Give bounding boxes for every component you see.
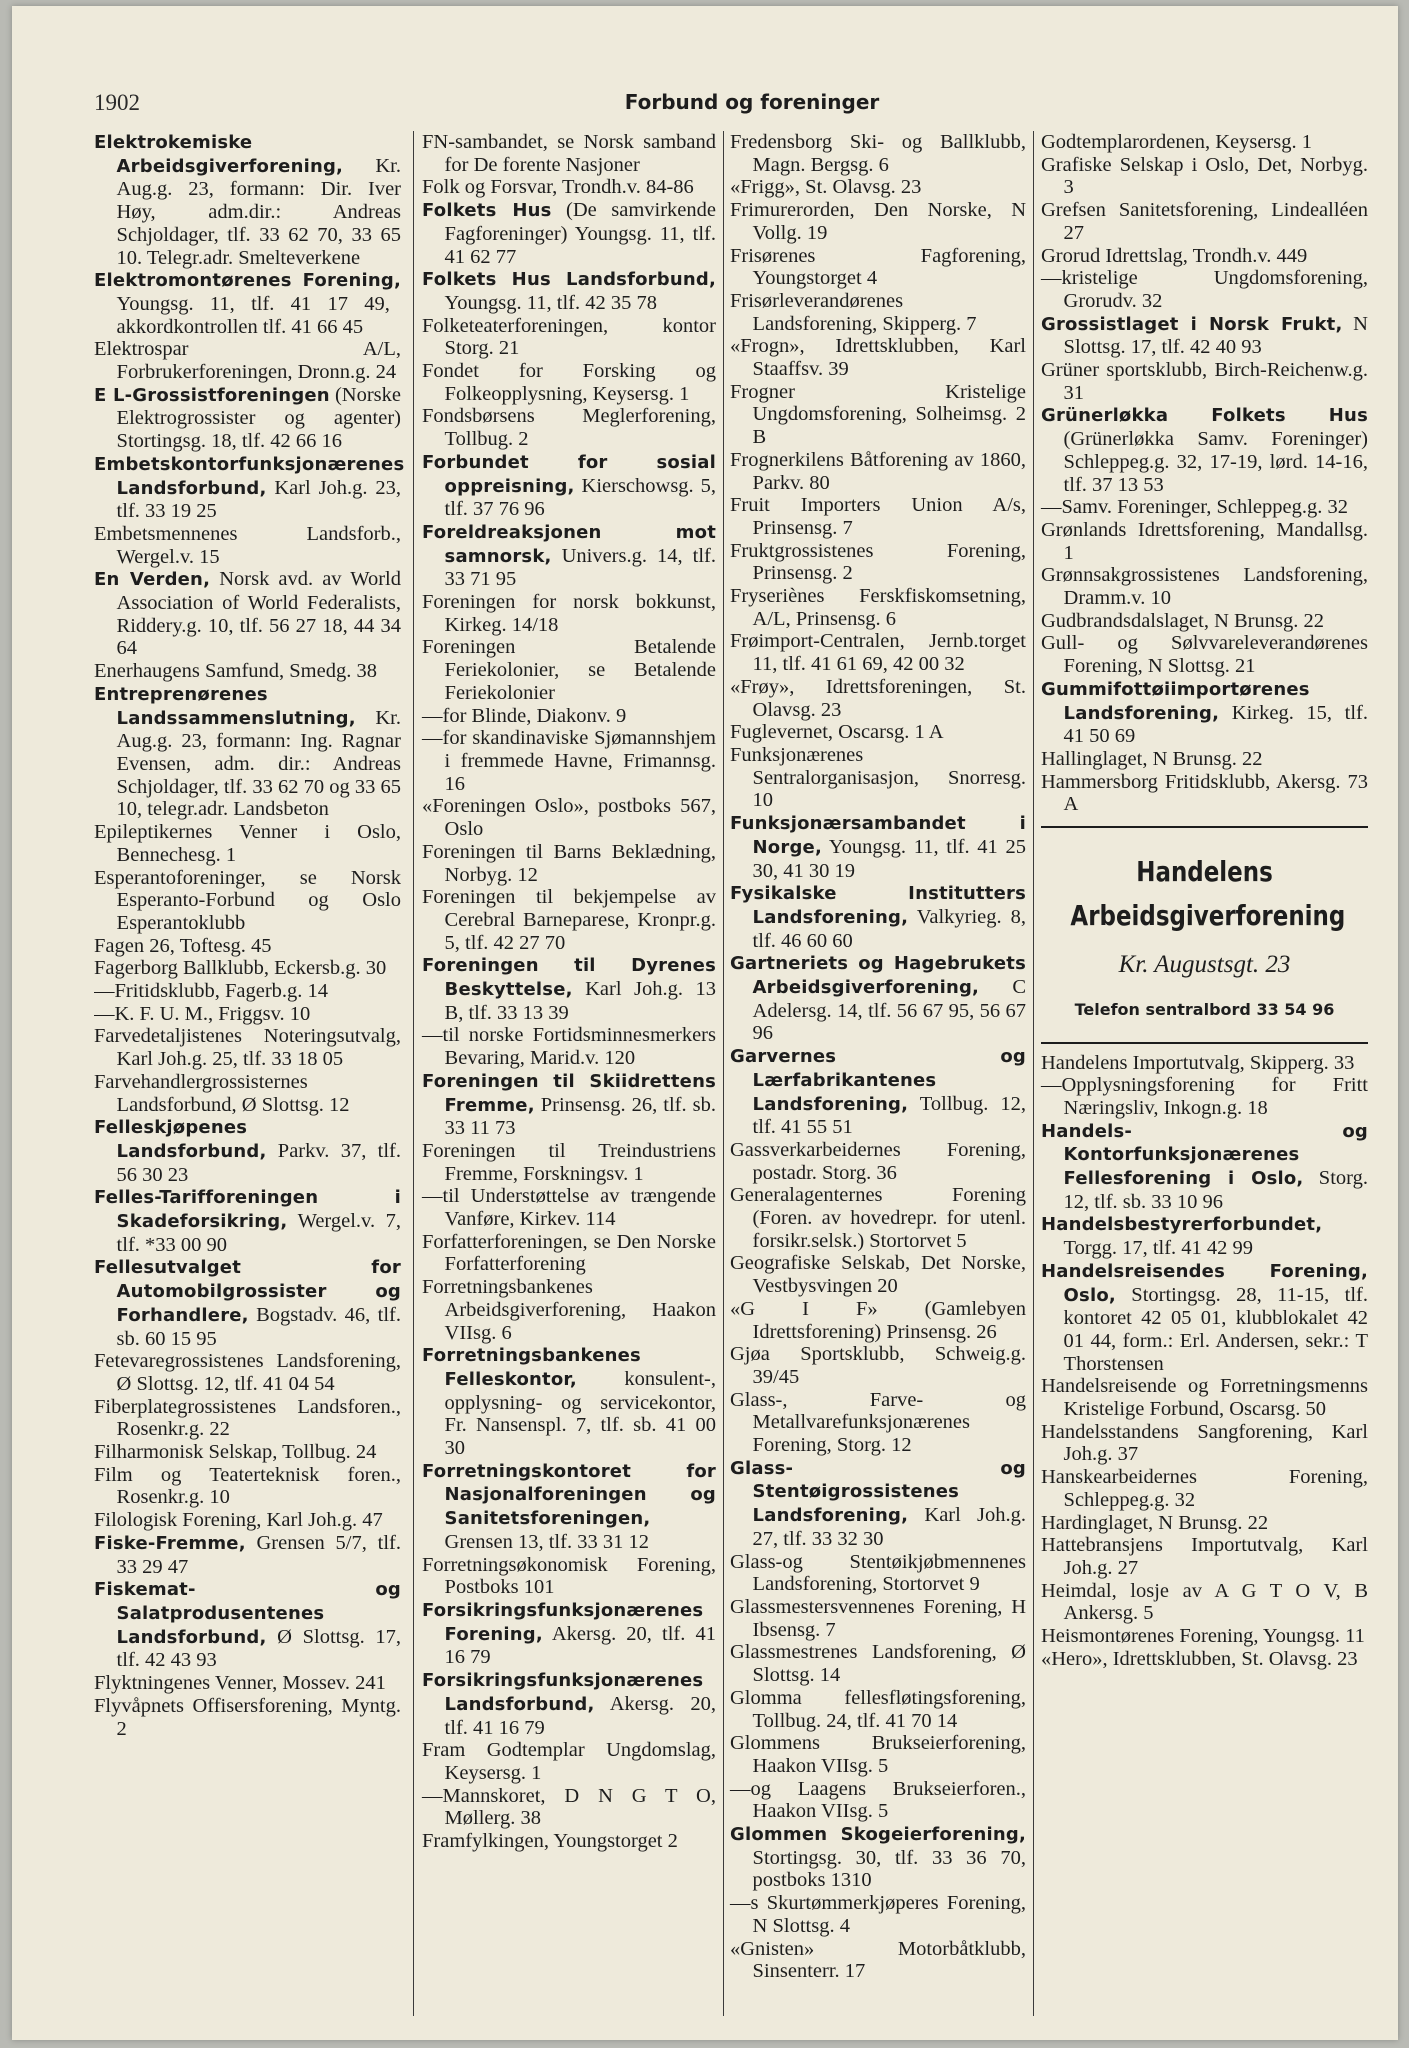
entry-text: Fredensborg Ski- og Ballklubb, Magn. Bergsg. 6	[730, 131, 1026, 176]
directory-entry	[730, 1596, 1026, 1641]
entry-text: Folketeaterforeningen, kontor Storg. 21	[422, 314, 716, 360]
advertisement-address: Kr. Augustsgt. 23	[1118, 951, 1291, 979]
entry-text: Fetevaregrossistenes Landsforening, Ø Slottsg. 12, tlf. 41 04 54	[94, 1350, 401, 1395]
page-title: Forbund og foreninger	[624, 90, 880, 114]
entry-text: —Samv. Foreninger, Schleppeg.g. 32	[1041, 496, 1349, 519]
entry-text: Hanskearbeidernes Forening, Schleppeg.g. 32	[1041, 1466, 1368, 1511]
entry-text: Kr. Aug.g. 23, formann: Ing. Ragnar Evensen, adm. dir.: Andreas Schjoldager, tlf. 33 62 70 og 33 65 10, telegr.adr. Landsbeton	[116, 706, 401, 821]
directory-entry	[94, 1350, 401, 1395]
entry-text: «Frigg», St. Olavsg. 23	[730, 176, 922, 199]
entry-text: —til norske Fortidsminnesmerkers Bevaring, Marid.v. 120	[422, 1024, 716, 1070]
directory-entry	[1041, 1052, 1368, 1075]
directory-entry	[1041, 267, 1368, 312]
entry-text: Embetsmennenes Landsforb., Wergel.v. 15	[94, 522, 401, 568]
entry-bold-name: Folkets Hus Landsforbund,	[422, 269, 716, 291]
entry-bold-name: Glommen Skogeierforening,	[730, 1824, 1026, 1846]
entry-text: Fagen 26, Toftesg. 45	[94, 934, 272, 957]
entry-text: Torgg. 17, tlf. 41 42 99	[1063, 1237, 1254, 1260]
directory-entry	[730, 1687, 1026, 1732]
entry-text: Stortingsg. 30, tlf. 33 36 70, postboks 1310	[752, 1846, 1026, 1892]
directory-entry	[1041, 678, 1368, 748]
entry-bold-name: Glass- og Stentøigrossistenes Landsforening,	[730, 1457, 1026, 1527]
directory-entry	[94, 269, 401, 338]
entry-text: Frogner Kristelige Ungdomsforening, Solheimsg. 2 B	[730, 380, 1026, 449]
directory-entry	[730, 676, 1026, 721]
directory-entry	[94, 131, 401, 269]
directory-entry	[1041, 404, 1368, 496]
directory-entry	[730, 494, 1026, 539]
directory-entry	[1041, 496, 1368, 519]
entry-text: Youngsg. 11, tlf. 42 35 78	[444, 291, 657, 314]
directory-entry	[1041, 1074, 1368, 1119]
directory-entry	[422, 1460, 716, 1554]
entry-text: Enerhaugens Samfund, Smedg. 38	[94, 660, 377, 683]
directory-entry	[94, 384, 401, 453]
directory-entry	[94, 568, 401, 660]
entry-text: Flyvåpnets Offisersforening, Myntg. 2	[94, 1694, 401, 1740]
directory-entry	[730, 199, 1026, 244]
entry-bold-name: Handelsreisendes Forening, Oslo,	[1041, 1260, 1368, 1306]
directory-entry	[730, 1298, 1026, 1343]
entry-bold-name: Entreprenørenes Landssammenslutning,	[94, 683, 356, 729]
entry-text: Kierschowsg. 5, tlf. 37 76 96	[444, 474, 716, 521]
directory-entry	[94, 935, 401, 958]
directory-entry	[1041, 519, 1368, 564]
directory-entry	[94, 683, 401, 821]
entry-text: Gjøa Sportsklubb, Schweig.g. 39/45	[730, 1343, 1026, 1388]
directory-entry	[730, 1892, 1026, 1937]
entry-text: Grüner sportsklubb, Birch-Reichenw.g. 31	[1041, 359, 1368, 404]
entry-text: Univers.g. 14, tlf. 33 71 95	[444, 544, 716, 591]
entry-text: «Frogn», Idrettsklubben, Karl Staaffsv. 39	[730, 335, 1026, 381]
entry-bold-name: Grünerløkka Folkets Hus	[1041, 405, 1368, 427]
entry-bold-name: Funksjonærsambandet i Norge,	[730, 813, 1026, 858]
directory-entry	[94, 1464, 401, 1509]
directory-entry	[730, 1457, 1026, 1551]
directory-entry	[94, 523, 401, 568]
directory-entry	[1041, 1466, 1368, 1511]
entry-text: Youngsg. 11, tlf. 41 25 30, 41 30 19	[752, 835, 1026, 882]
entry-text: Valkyrieg. 8, tlf. 46 60 60	[752, 905, 1026, 952]
directory-entry	[1041, 1648, 1368, 1671]
directory-entry	[1041, 1213, 1368, 1259]
directory-entry	[1041, 1625, 1368, 1648]
directory-entry	[422, 131, 716, 176]
directory-entry	[1041, 1421, 1368, 1466]
entry-bold-name: Forsikringsfunksjonærenes Forening,	[422, 1600, 704, 1645]
entry-text: Hardinglaget, N Brunsg. 22	[1041, 1511, 1269, 1534]
directory-entry	[1041, 1260, 1368, 1376]
entry-bold-name: En Verden,	[94, 569, 211, 591]
directory-entry	[94, 338, 401, 383]
directory-entry	[1041, 1375, 1368, 1420]
entry-text: —Fritidsklubb, Fagerb.g. 14	[94, 980, 329, 1003]
column-divider	[1033, 131, 1034, 2016]
directory-column-3	[726, 131, 1030, 2016]
entry-bold-name: Foreningen til Skiidrettens Fremme,	[422, 1070, 716, 1116]
entry-text: —Mannskoret, D N G T O, Møllerg. 38	[422, 1784, 716, 1830]
directory-entry	[730, 1252, 1026, 1297]
entry-text: Farvehandlergrossisternes Landsforbund, Ø Slottsg. 12	[94, 1070, 350, 1116]
entry-text: Norsk avd. av World Association of World Federalists, Riddery.g. 10, tlf. 56 27 18, 44 34 64	[116, 568, 402, 660]
directory-entry	[730, 1823, 1026, 1892]
entry-bold-name: Forsikringsfunksjonærenes Landsforbund,	[422, 1670, 704, 1715]
directory-entry	[730, 290, 1026, 335]
entry-text: —K. F. U. M., Friggsv. 10	[94, 1002, 311, 1025]
directory-entry	[730, 1551, 1026, 1596]
directory-entry	[730, 812, 1026, 882]
entry-bold-name: Gartneriets og Hagebrukets Arbeidsgiverforening,	[730, 953, 1026, 999]
entry-text: Grensen 5/7, tlf. 33 29 47	[116, 1531, 401, 1578]
advertisement-phone: Telefon sentralbord 33 54 96	[1074, 999, 1335, 1019]
entry-text: Gull- og Sølvvareleverandørenes Forening, N Slottsg. 21	[1041, 632, 1368, 678]
directory-entry	[422, 1231, 716, 1276]
directory-entry	[1041, 154, 1368, 199]
entry-text: «Hero», Idrettsklubben, St. Olavsg. 23	[1041, 1647, 1358, 1670]
directory-entry	[422, 591, 716, 636]
directory-entry	[94, 1071, 401, 1116]
directory-entry	[1041, 748, 1368, 771]
entry-text: Elektrospar A/L, Forbrukerforeningen, Dronn.g. 24	[94, 338, 401, 384]
directory-entry	[422, 954, 716, 1024]
entry-text: N Slottsg. 17, tlf. 42 40 93	[1063, 312, 1368, 359]
entry-text: Akersg. 20, tlf. 41 16 79	[444, 1692, 716, 1739]
directory-entry	[422, 795, 716, 840]
directory-entry	[94, 660, 401, 683]
directory-entry	[730, 449, 1026, 494]
entry-bold-name: Felles-Tarifforeningen i Skadeforsikring,	[94, 1187, 401, 1233]
entry-text: Frøimport-Centralen, Jernb.torget 11, tlf. 41 61 69, 42 00 32	[730, 630, 1026, 676]
entry-bold-name: Fellesutvalget for Automobilgrossister og Forhandlere,	[94, 1257, 401, 1326]
advertisement-name-line: Handelens	[1136, 855, 1273, 889]
entry-text: —kristelige Ungdomsforening, Grorudv. 32	[1041, 267, 1368, 312]
entry-text: Farvedetaljistenes Noteringsutvalg, Karl Joh.g. 25, tlf. 33 18 05	[94, 1025, 401, 1071]
entry-text: Heimdal, losje av A G T O V, B Ankersg. 5	[1041, 1579, 1368, 1625]
directory-entry	[730, 1343, 1026, 1388]
entry-bold-name: Forretningsbankenes Felleskontor,	[422, 1345, 641, 1390]
entry-bold-name: Grossistlaget i Norsk Frukt,	[1041, 313, 1343, 335]
directory-entry	[422, 405, 716, 450]
entry-text: Fondet for Forsking og Folkeopplysning, Keysersg. 1	[422, 360, 716, 405]
directory-entry	[1041, 1120, 1368, 1214]
entry-text: Foreningen til bekjempelse av Cerebral Barneparese, Kronpr.g. 5, tlf. 42 27 70	[422, 886, 716, 954]
entry-text: Hammersborg Fritidsklubb, Akersg. 73 A	[1041, 770, 1368, 816]
directory-entry	[730, 1389, 1026, 1457]
entry-text: Karl Joh.g. 13 B, tlf. 33 13 39	[444, 978, 716, 1024]
entry-text: FN-sambandet, se Norsk samband for De forente Nasjoner	[422, 131, 716, 176]
directory-entry	[730, 882, 1026, 952]
entry-text: Storg. 12, tlf. sb. 33 10 96	[1063, 1167, 1368, 1213]
directory-entry	[422, 1140, 716, 1185]
directory-entry	[422, 841, 716, 886]
directory-entry	[94, 1003, 401, 1026]
entry-text: Grafiske Selskap i Oslo, Det, Norbyg. 3	[1041, 153, 1368, 199]
directory-column-1	[94, 131, 409, 2016]
entry-bold-name: Foreningen til Dyrenes Beskyttelse,	[422, 955, 716, 1001]
directory-entry	[1041, 359, 1368, 404]
entry-text: Glass-og Stentøikjøbmennenes Landsforening, Stortorvet 9	[730, 1550, 1026, 1596]
entry-text: Fruktgrossistenes Forening, Prinsensg. 2	[730, 539, 1026, 585]
directory-entry	[422, 1739, 716, 1784]
directory-entry	[730, 1641, 1026, 1686]
entry-text: C Adelersg. 14, tlf. 56 67 95, 56 67 96	[752, 976, 1026, 1045]
entry-text: (Grünerløkka Samv. Foreninger) Schleppeg.g. 32, 17-19, lørd. 14-16, tlf. 37 13 53	[1063, 428, 1368, 496]
entry-text: Grønnsakgrossistenes Landsforening, Dramm.v. 10	[1041, 564, 1368, 610]
directory-entry	[94, 1441, 401, 1464]
entry-bold-name: Embetskontorfunksjonærenes Landsforbund,	[94, 453, 405, 499]
entry-text: Fram Godtemplar Ungdomslag, Keysersg. 1	[422, 1739, 716, 1784]
entry-text: Frimurerorden, Den Norske, N Vollg. 19	[730, 199, 1026, 244]
directory-entry	[422, 521, 716, 591]
directory-entry	[730, 744, 1026, 812]
entry-text: Epileptikernes Venner i Oslo, Bennechesg. 1	[94, 821, 401, 866]
entry-text: Handelsreisende og Forretningsmenns Kristelige Forbund, Oscarsg. 50	[1041, 1375, 1368, 1421]
entry-bold-name: Foreldreaksjonen mot samnorsk,	[422, 521, 716, 567]
entry-text: Stortingsg. 28, 11-15, tlf. kontoret 42 05 01, klubblokalet 42 01 44, form.: Erl. Andersen, sekr.: T Thorstensen	[1063, 1283, 1368, 1375]
directory-entry	[730, 131, 1026, 176]
directory-entry	[422, 1554, 716, 1599]
entry-text: Generalagenternes Forening (Foren. av hovedrepr. for utenl. forsikr.selsk.) Stortorvet 5	[730, 1184, 1026, 1252]
directory-entry	[422, 1276, 716, 1344]
entry-text: Frisørenes Fagforening, Youngstorget 4	[730, 244, 1026, 290]
entry-text: «Gnisten» Motorbåtklubb, Sinsenterr. 17	[730, 1937, 1026, 1983]
directory-entry	[422, 886, 716, 954]
entry-text: Handelsstandens Sangforening, Karl Joh.g. 37	[1041, 1420, 1368, 1466]
entry-text: Forfatterforeningen, se Den Norske Forfatterforening	[422, 1230, 716, 1276]
entry-text: —til Understøttelse av trængende Vanføre, Kirkev. 114	[422, 1185, 716, 1231]
entry-text: Fryseriènes Ferskfiskomsetning, A/L, Prinsensg. 6	[730, 585, 1026, 630]
entry-text: —og Laagens Brukseierforen., Haakon VIIsg. 5	[730, 1777, 1026, 1823]
entry-text: Flyktningenes Venner, Mossev. 241	[94, 1672, 386, 1695]
entry-bold-name: Forretningskontoret for Nasjonalforeningen og Sanitetsforeningen,	[422, 1460, 716, 1530]
directory-entry	[730, 540, 1026, 585]
entry-text: Grensen 13, tlf. 33 31 12	[444, 1530, 649, 1553]
entry-text: (Norske Elektrogrossister og agenter) Stortingsg. 18, tlf. 42 66 16	[116, 383, 401, 453]
directory-column-2	[418, 131, 720, 2016]
directory-entry	[94, 1186, 401, 1256]
directory-entry	[422, 451, 716, 521]
entry-text: —Opplysningsforening for Fritt Næringsliv, Inkogn.g. 18	[1041, 1074, 1368, 1119]
entry-text: Parkv. 37, tlf. 56 30 23	[116, 1139, 401, 1186]
entry-text: Fagerborg Ballklubb, Eckersb.g. 30	[94, 957, 387, 980]
directory-column-4	[1037, 131, 1372, 2016]
entry-text: Glomma fellesfløtingsforening, Tollbug. 24, tlf. 41 70 14	[730, 1686, 1026, 1732]
directory-entry	[730, 1732, 1026, 1777]
directory-entry	[422, 636, 716, 704]
directory-entry	[422, 705, 716, 728]
directory-entry	[730, 1938, 1026, 1983]
directory-entry	[1041, 610, 1368, 633]
directory-entry	[94, 1672, 401, 1695]
entry-bold-name: Elektrokemiske Arbeidsgiverforening,	[94, 132, 344, 177]
directory-entry	[730, 381, 1026, 449]
directory-entry	[422, 1070, 716, 1140]
entry-text: —s Skurtømmerkjøperes Forening, N Slottsg. 4	[730, 1892, 1026, 1937]
directory-entry	[422, 199, 716, 268]
directory-entry	[422, 727, 716, 795]
entry-text: Framfylkingen, Youngstorget 2	[422, 1830, 678, 1853]
entry-text: Kr. Aug.g. 23, formann: Dir. Iver Høy, adm.dir.: Andreas Schjoldager, tlf. 33 62 70, 33 65 10. Telegr.adr. Smelteverkene	[116, 154, 401, 269]
directory-entry	[730, 721, 1026, 744]
entry-text: Film og Teaterteknisk foren., Rosenkr.g. 10	[94, 1463, 401, 1509]
entry-bold-name: Fysikalske Institutters Landsforening,	[730, 883, 1026, 928]
entry-text: «G I F» (Gamlebyen Idrettsforening) Prinsensg. 26	[730, 1297, 1026, 1343]
entry-text: Fondsbørsens Meglerforening, Tollbug. 2	[422, 405, 716, 451]
entry-bold-name: Elektromontørenes Forening,	[94, 270, 401, 292]
entry-bold-name: Handels- og Kontorfunksjonærenes Fellesforening i Oslo,	[1041, 1120, 1368, 1190]
entry-text: Godtemplarordenen, Keysersg. 1	[1041, 131, 1312, 153]
entry-text: Grefsen Sanitetsforening, Lindealléen 27	[1041, 199, 1368, 244]
directory-entry	[422, 360, 716, 405]
entry-text: (De samvirkende Fagforeninger) Youngsg. 11, tlf. 41 62 77	[444, 199, 716, 268]
directory-entry	[422, 1344, 716, 1460]
entry-text: Gassverkarbeidernes Forening, postadr. Storg. 36	[730, 1138, 1026, 1184]
entry-text: «Foreningen Oslo», postboks 567, Oslo	[422, 795, 716, 841]
directory-entry	[1041, 771, 1368, 816]
advertisement-name-line: Arbeidsgiverforening	[1070, 899, 1346, 933]
directory-entry	[94, 1025, 401, 1070]
directory-entry	[94, 1532, 401, 1578]
directory-entry	[94, 1578, 401, 1672]
directory-entry	[1041, 131, 1368, 154]
entry-text: konsulent-, opplysning- og servicekontor, Fr. Nansenspl. 7, tlf. sb. 41 00 30	[444, 1367, 716, 1460]
directory-entry	[422, 268, 716, 314]
entry-text: Akersg. 20, tlf. 41 16 79	[444, 1622, 716, 1669]
directory-entry	[730, 245, 1026, 290]
entry-text: Forretningsøkonomisk Forening, Postboks 101	[422, 1553, 716, 1599]
directory-entry	[422, 1785, 716, 1830]
entry-text: —for Blinde, Diakonv. 9	[422, 704, 627, 727]
entry-text: Tollbug. 12, tlf. 41 55 51	[752, 1092, 1026, 1139]
entry-text: Geografiske Selskab, Det Norske, Vestbysvingen 20	[730, 1252, 1026, 1298]
entry-text: Filologisk Forening, Karl Joh.g. 47	[94, 1509, 383, 1532]
directory-entry	[1041, 632, 1368, 677]
entry-text: Karl Joh.g. 23, tlf. 33 19 25	[116, 476, 401, 523]
entry-text: Fruit Importers Union A/s, Prinsensg. 7	[730, 494, 1026, 539]
column-divider	[723, 131, 724, 2016]
entry-bold-name: Fiske-Fremme,	[94, 1532, 246, 1554]
page-number: 1902	[94, 90, 140, 115]
entry-text: Youngsg. 11, tlf. 41 17 49, akkordkontrollen tlf. 41 66 45	[116, 292, 390, 338]
directory-entry	[422, 1669, 716, 1739]
directory-entry	[94, 957, 401, 980]
directory-entry	[94, 1116, 401, 1186]
entry-text: Bogstadv. 46, tlf. sb. 60 15 95	[116, 1303, 401, 1350]
directory-entry	[1041, 245, 1368, 268]
directory-entry	[730, 1184, 1026, 1252]
directory-entry	[94, 453, 405, 523]
entry-text: Karl Joh.g. 27, tlf. 33 32 30	[752, 1504, 1026, 1550]
entry-text: Kirkeg. 15, tlf. 41 50 69	[1063, 701, 1368, 748]
directory-entry	[94, 1396, 401, 1441]
entry-text: Foreningen for norsk bokkunst, Kirkeg. 14/18	[422, 591, 716, 636]
directory-entry	[730, 1778, 1026, 1823]
entry-text: «Frøy», Idrettsforeningen, St. Olavsg. 23	[730, 675, 1026, 721]
entry-text: Prinsensg. 26, tlf. sb. 33 11 73	[444, 1093, 716, 1140]
directory-entry	[1041, 1534, 1368, 1579]
entry-bold-name: Forbundet for sosial oppreisning,	[422, 451, 716, 497]
directory-entry	[94, 1695, 401, 1740]
entry-text: Esperantoforeninger, se Norsk Esperanto-Forbund og Oslo Esperantoklubb	[94, 866, 401, 934]
entry-text: Hallinglaget, N Brunsg. 22	[1041, 747, 1263, 770]
directory-entry	[422, 1185, 716, 1230]
entry-text: Foreningen til Barns Beklædning, Norbyg. 12	[422, 840, 716, 886]
entry-bold-name: E L-Grossistforeningen	[94, 384, 330, 406]
directory-entry	[730, 952, 1026, 1045]
directory-entry	[730, 176, 1026, 199]
directory-entry	[94, 980, 401, 1003]
entry-bold-name: Fiskemat- og Salatprodusentenes Landsforbund,	[94, 1579, 401, 1648]
entry-text: Folk og Forsvar, Trondh.v. 84-86	[422, 176, 694, 199]
directory-entry	[730, 1139, 1026, 1184]
entry-text: Grorud Idrettslag, Trondh.v. 449	[1041, 244, 1308, 267]
entry-text: Glassmestersvennenes Forening, H Ibsensg. 7	[730, 1596, 1026, 1641]
entry-text: Glassmestrenes Landsforening, Ø Slottsg. 14	[730, 1641, 1026, 1687]
directory-entry	[1041, 313, 1368, 359]
entry-text: —for skandinaviske Sjømannshjem i fremmede Havne, Frimannsg. 16	[422, 727, 716, 795]
entry-text: Ø Slottsg. 17, tlf. 42 43 93	[116, 1625, 401, 1672]
directory-entry	[94, 1256, 401, 1350]
advertisement-name	[1070, 850, 1346, 938]
entry-text: Handelens Importutvalg, Skipperg. 33	[1041, 1051, 1355, 1074]
directory-entry	[730, 630, 1026, 675]
directory-entry	[730, 335, 1026, 380]
entry-text: Funksjonærenes Sentralorganisasjon, Snorresg. 10	[730, 743, 1026, 812]
directory-entry	[422, 1024, 716, 1069]
advertisement-box	[1041, 826, 1368, 1043]
entry-text: Hattebransjens Importutvalg, Karl Joh.g. 27	[1041, 1534, 1368, 1579]
entry-text: Glass-, Farve- og Metallvarefunksjonærenes Forening, Storg. 12	[730, 1388, 1026, 1457]
entry-bold-name: Handelsbestyrerforbundet,	[1041, 1214, 1323, 1236]
entry-text: Grønlands Idrettsforening, Mandallsg. 1	[1041, 518, 1368, 564]
entry-bold-name: Felleskjøpenes Landsforbund,	[94, 1117, 267, 1162]
entry-text: Filharmonisk Selskap, Tollbug. 24	[94, 1441, 377, 1464]
directory-entry	[94, 821, 401, 866]
directory-entry	[1041, 1512, 1368, 1535]
directory-entry	[1041, 199, 1368, 244]
entry-text: Wergel.v. 7, tlf. *33 00 90	[116, 1210, 401, 1256]
entry-bold-name: Gummifottøiimportørenes Landsforening,	[1041, 678, 1310, 724]
entry-text: Foreningen Betalende Feriekolonier, se Betalende Feriekolonier	[422, 636, 716, 704]
entry-text: Heismontørenes Forening, Youngsg. 11	[1041, 1625, 1365, 1648]
entry-text: Frognerkilens Båtforening av 1860, Parkv. 80	[730, 448, 1026, 494]
directory-entry	[422, 1830, 716, 1853]
entry-text: Forretningsbankenes Arbeidsgiverforening, Haakon VIIsg. 6	[422, 1276, 716, 1344]
entry-text: Glommens Brukseierforening, Haakon VIIsg. 5	[730, 1732, 1026, 1777]
entry-bold-name: Garvernes og Lærfabrikantenes Landsforening,	[730, 1046, 1026, 1115]
directory-entry	[422, 315, 716, 360]
directory-entry	[422, 176, 716, 199]
directory-entry	[1041, 564, 1368, 609]
directory-entry	[730, 1045, 1026, 1139]
column-divider	[413, 131, 414, 2016]
directory-entry	[422, 1599, 716, 1669]
directory-entry	[730, 585, 1026, 630]
entry-text: Foreningen til Treindustriens Fremme, Forskningsv. 1	[422, 1139, 716, 1185]
entry-text: Gudbrandsdalslaget, N Brunsg. 22	[1041, 609, 1324, 632]
entry-text: Fuglevernet, Oscarsg. 1 A	[730, 721, 944, 744]
directory-page	[12, 6, 1398, 2040]
entry-text: Frisørleverandørenes Landsforening, Skipperg. 7	[730, 289, 977, 335]
directory-entry	[94, 867, 401, 935]
directory-entry	[94, 1509, 401, 1532]
entry-bold-name: Folkets Hus	[422, 200, 552, 222]
entry-text: Fiberplategrossistenes Landsforen., Rosenkr.g. 22	[94, 1395, 401, 1441]
directory-entry	[1041, 1580, 1368, 1625]
